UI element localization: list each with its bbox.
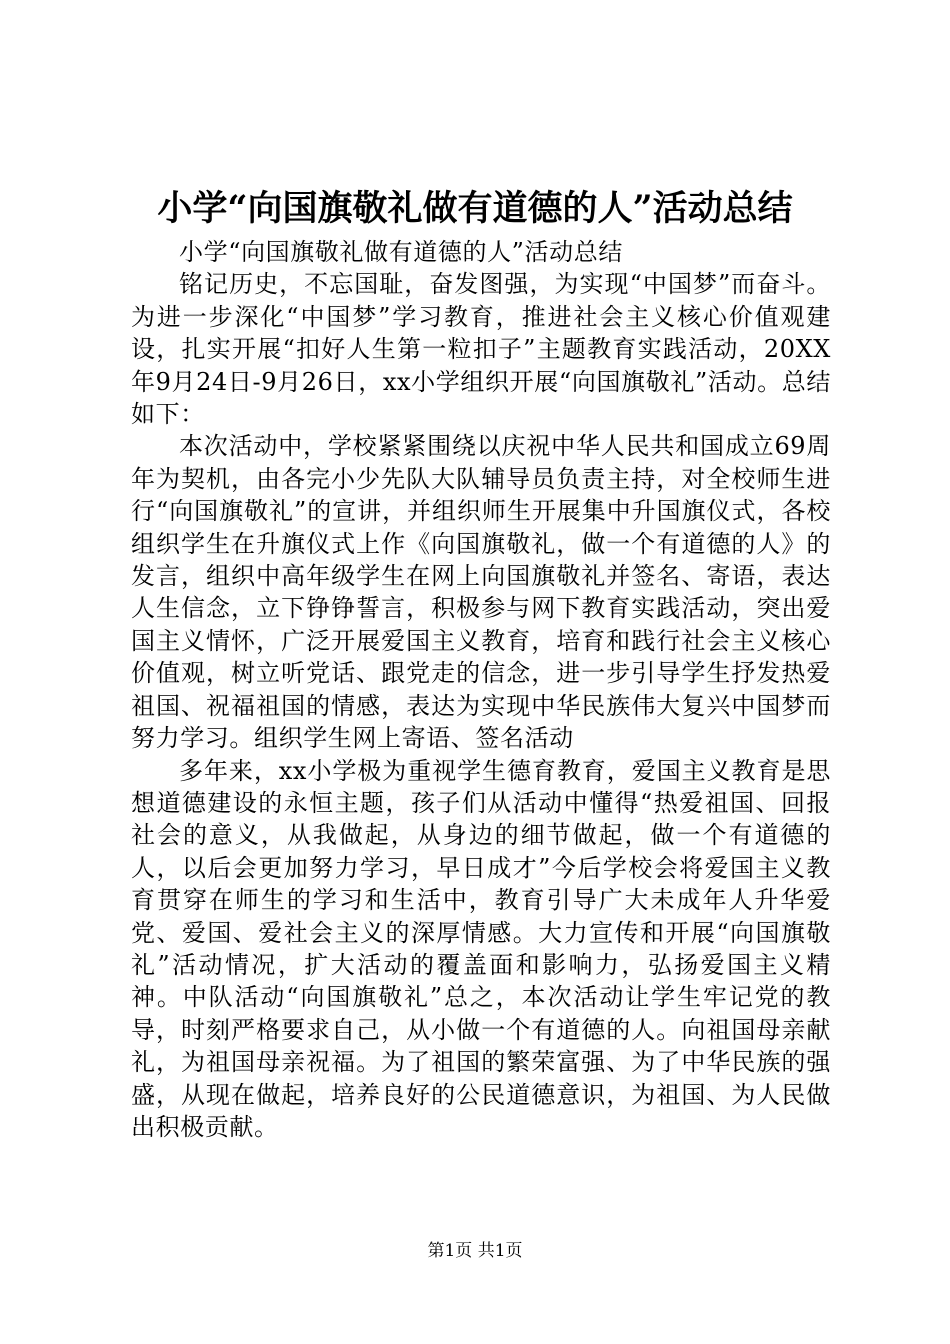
paragraph-activity: 本次活动中，学校紧紧围绕以庆祝中华人民共和国成立69周年为契机，由各完小少先队大队辅导员负责主持，对全校师生进行“向国旗敬礼”的宣讲，并组织师生开展集中升国旗仪式，各校组织学生在升旗仪式上作《向国旗敬礼，做一个有道德的人》的发言，组织中高年级学生在网上向国旗敬礼并签名、寄语，表达人生信念，立下铮铮誓言，积极参与网下教育实践活动，突出爱国主义情怀，广泛开展爱国主义教育，培育和践行社会主义核心价值观，树立听党话、跟党走的信念，进一步引导学生抒发热爱祖国、祝福祖国的情感，表达为实现中华民族伟大复兴中国梦而努力学习。组织学生网上寄语、签名活动 [131, 432, 831, 753]
paragraph-subtitle: 小学“向国旗敬礼做有道德的人”活动总结 [179, 238, 623, 266]
page-footer: 第1页 共1页 [427, 1241, 523, 1261]
document-title: 小学“向国旗敬礼做有道德的人”活动总结 [157, 188, 793, 229]
paragraph-conclusion: 多年来，xx小学极为重视学生德育教育，爱国主义教育是思想道德建设的永恒主题，孩子们从活动中懂得“热爱祖国、回报社会的意义，从我做起，从身边的细节做起，做一个有道德的人，以后会更加努力学习，早日成才”今后学校会将爱国主义教育贯穿在师生的学习和生活中，教育引导广大未成年人升华爱党、爱国、爱社会主义的深厚情感。大力宣传和开展“向国旗敬礼”活动情况，扩大活动的覆盖面和影响力，弘扬爱国主义精神。中队活动“向国旗敬礼”总之，本次活动让学生牢记党的教导，时刻严格要求自己，从小做一个有道德的人。向祖国母亲献礼，为祖国母亲祝福。为了祖国的繁荣富强、为了中华民族的强盛，从现在做起，培养良好的公民道德意识，为祖国、为人民做出积极贡献。 [131, 756, 831, 1141]
document-body [131, 236, 831, 1143]
paragraph-intro: 铭记历史，不忘国耻，奋发图强，为实现“中国梦”而奋斗。为进一步深化“中国梦”学习教育，推进社会主义核心价值观建设，扎实开展“扣好人生第一粒扣子”主题教育实践活动，20XX年9月24日-9月26日，xx小学组织开展“向国旗敬礼”活动。总结如下： [131, 270, 831, 429]
